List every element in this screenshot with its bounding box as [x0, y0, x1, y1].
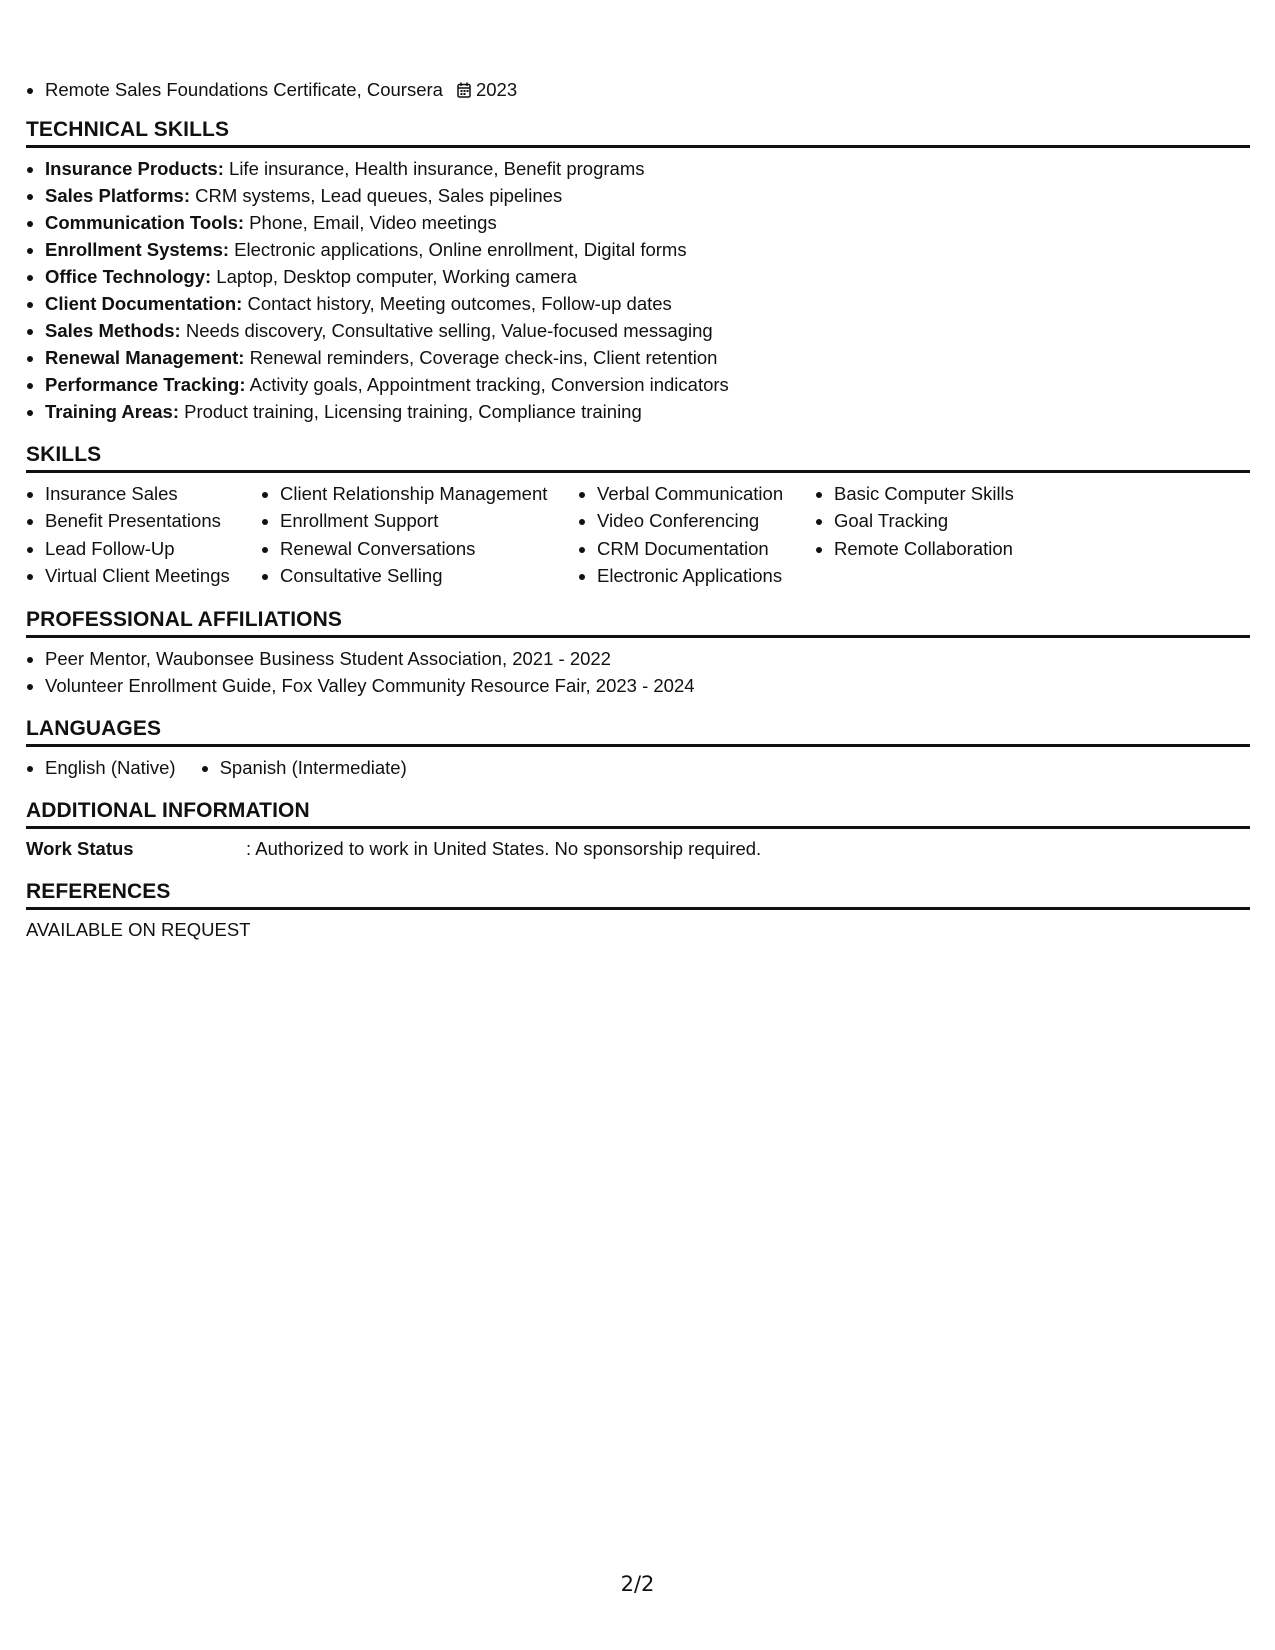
technical-skill-value: Electronic applications, Online enrollment, Digital forms — [229, 239, 687, 260]
affiliation-item: Peer Mentor, Waubonsee Business Student Association, 2021 - 2022 — [26, 645, 1250, 672]
technical-skill-item — [26, 317, 1250, 344]
skills-column-1 — [26, 480, 261, 590]
technical-skill-item — [26, 236, 1250, 263]
technical-skill-value: Phone, Email, Video meetings — [244, 212, 497, 233]
technical-skill-value: Laptop, Desktop computer, Working camera — [211, 266, 577, 287]
technical-skill-value: Renewal reminders, Coverage check-ins, Client retention — [244, 347, 718, 368]
languages-list — [26, 754, 1250, 781]
skill-item: Basic Computer Skills — [815, 480, 1045, 507]
skill-item: Lead Follow-Up — [26, 535, 261, 562]
skill-item: Goal Tracking — [815, 507, 1045, 534]
technical-skill-item — [26, 398, 1250, 425]
technical-skill-item — [26, 263, 1250, 290]
skills-column-4 — [815, 480, 1045, 590]
technical-skill-label: Renewal Management: — [45, 347, 245, 368]
skill-item: Virtual Client Meetings — [26, 562, 261, 589]
technical-skill-label: Client Documentation: — [45, 293, 243, 314]
technical-skill-label: Office Technology: — [45, 266, 212, 287]
technical-skill-item — [26, 209, 1250, 236]
skill-item: Insurance Sales — [26, 480, 261, 507]
technical-skill-value: Needs discovery, Consultative selling, Value-focused messaging — [180, 320, 713, 341]
technical-skill-item — [26, 290, 1250, 317]
affiliations-list — [26, 645, 1250, 699]
resume-page — [26, 76, 1250, 943]
certification-item — [26, 76, 1250, 103]
technical-skill-value: Product training, Licensing training, Compliance training — [179, 401, 642, 422]
technical-skill-value: Life insurance, Health insurance, Benefit programs — [223, 158, 645, 179]
technical-skills-list — [26, 155, 1250, 425]
technical-skills-heading: TECHNICAL SKILLS — [26, 117, 1250, 148]
skill-item: Consultative Selling — [261, 562, 578, 589]
skill-item: Verbal Communication — [578, 480, 815, 507]
skills-heading: SKILLS — [26, 442, 1250, 473]
technical-skill-value: CRM systems, Lead queues, Sales pipelines — [189, 185, 563, 206]
references-text: AVAILABLE ON REQUEST — [26, 918, 251, 940]
skill-item: Electronic Applications — [578, 562, 815, 589]
certifications-list — [26, 76, 1250, 103]
technical-skill-label: Communication Tools: — [45, 212, 245, 233]
technical-skill-label: Insurance Products: — [45, 158, 224, 179]
references-heading: REFERENCES — [26, 879, 1250, 910]
technical-skill-label: Performance Tracking: — [45, 374, 246, 395]
page-number: 2/2 — [620, 1572, 655, 1596]
calendar-icon — [457, 82, 471, 98]
technical-skill-value: Activity goals, Appointment tracking, Conversion indicators — [245, 374, 729, 395]
work-status-row — [26, 836, 1250, 862]
technical-skill-label: Training Areas: — [45, 401, 179, 422]
technical-skill-value: Contact history, Meeting outcomes, Follow-up dates — [242, 293, 672, 314]
affiliation-item: Volunteer Enrollment Guide, Fox Valley Community Resource Fair, 2023 - 2024 — [26, 672, 1250, 699]
technical-skill-item — [26, 371, 1250, 398]
technical-skill-label: Enrollment Systems: — [45, 239, 230, 260]
skill-item: Video Conferencing — [578, 507, 815, 534]
skill-item: CRM Documentation — [578, 535, 815, 562]
skill-item: Renewal Conversations — [261, 535, 578, 562]
skills-grid — [26, 480, 1250, 590]
language-item: Spanish (Intermediate) — [201, 754, 407, 781]
technical-skill-item — [26, 182, 1250, 209]
technical-skill-label: Sales Platforms: — [45, 185, 190, 206]
languages-heading: LANGUAGES — [26, 716, 1250, 747]
additional-information-heading: ADDITIONAL INFORMATION — [26, 798, 1250, 829]
skill-item: Benefit Presentations — [26, 507, 261, 534]
work-status-value: : Authorized to work in United States. No sponsorship required. — [246, 837, 762, 859]
language-item: English (Native) — [26, 754, 176, 781]
technical-skill-item — [26, 155, 1250, 182]
work-status-key: Work Status — [26, 837, 134, 859]
technical-skill-label: Sales Methods: — [45, 320, 181, 341]
certification-text: Remote Sales Foundations Certificate, Coursera — [45, 79, 443, 100]
skill-item: Enrollment Support — [261, 507, 578, 534]
skill-item: Client Relationship Management — [261, 480, 578, 507]
skills-column-2 — [261, 480, 578, 590]
technical-skill-item — [26, 344, 1250, 371]
affiliations-heading: PROFESSIONAL AFFILIATIONS — [26, 607, 1250, 638]
certification-date: 2023 — [475, 79, 518, 100]
skill-item: Remote Collaboration — [815, 535, 1045, 562]
skills-column-3 — [578, 480, 815, 590]
